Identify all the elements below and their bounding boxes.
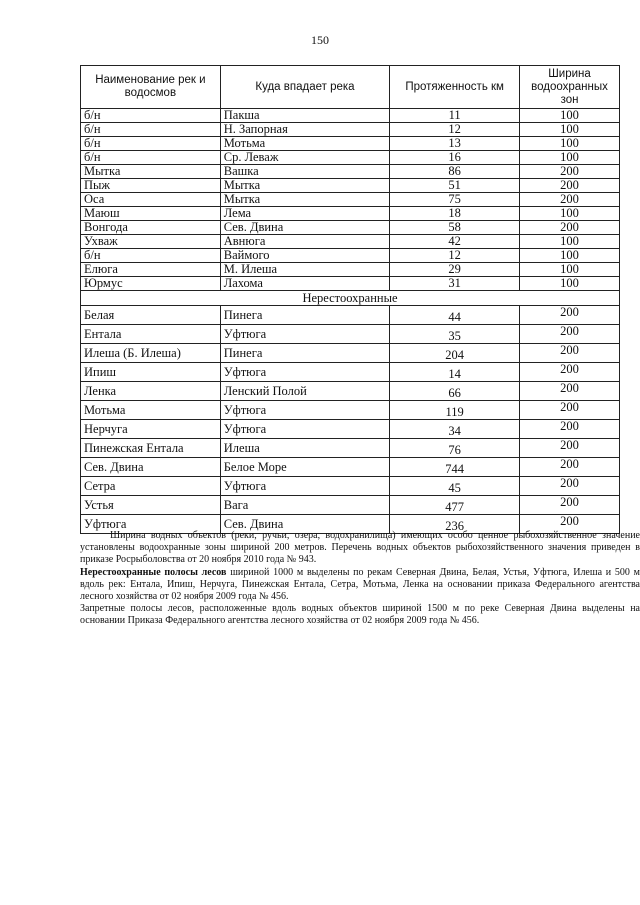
header-flows-into: Куда впадает река bbox=[220, 66, 389, 109]
cell-river-name: Мотьма bbox=[81, 401, 221, 420]
notes bbox=[80, 530, 640, 628]
cell-zone-width: 200 bbox=[520, 458, 620, 477]
cell-length: 204 bbox=[390, 344, 520, 363]
cell-flows-into: Пакша bbox=[220, 109, 389, 123]
cell-flows-into: Вага bbox=[220, 496, 389, 515]
table-row bbox=[81, 439, 620, 458]
header-river-name: Наименование рек и водосмов bbox=[81, 66, 221, 109]
cell-river-name: Маюш bbox=[81, 207, 221, 221]
table-body bbox=[81, 109, 620, 291]
cell-zone-width: 200 bbox=[520, 401, 620, 420]
cell-zone-width: 200 bbox=[520, 363, 620, 382]
note-paragraph-2 bbox=[80, 567, 640, 604]
table-row bbox=[81, 207, 620, 221]
table-row bbox=[81, 458, 620, 477]
cell-zone-width: 100 bbox=[520, 137, 620, 151]
table-row bbox=[81, 193, 620, 207]
cell-length: 66 bbox=[390, 382, 520, 401]
cell-zone-width: 200 bbox=[520, 179, 620, 193]
cell-zone-width: 200 bbox=[520, 306, 620, 325]
header-zone-width: Ширина водоохранных зон bbox=[520, 66, 620, 109]
cell-flows-into: Ср. Леваж bbox=[220, 151, 389, 165]
cell-flows-into: Мотьма bbox=[220, 137, 389, 151]
cell-length: 14 bbox=[390, 363, 520, 382]
cell-length: 31 bbox=[390, 277, 520, 291]
cell-zone-width: 200 bbox=[520, 420, 620, 439]
table-row bbox=[81, 235, 620, 249]
table-row bbox=[81, 363, 620, 382]
cell-length: 35 bbox=[390, 325, 520, 344]
cell-length: 76 bbox=[390, 439, 520, 458]
note-bold-term: Нерестоохранные полосы лесов bbox=[80, 566, 227, 578]
cell-zone-width: 200 bbox=[520, 515, 620, 534]
cell-flows-into: Уфтюга bbox=[220, 401, 389, 420]
cell-river-name: Сетра bbox=[81, 477, 221, 496]
cell-flows-into: Уфтюга bbox=[220, 420, 389, 439]
cell-river-name: Белая bbox=[81, 306, 221, 325]
cell-flows-into: Белое Море bbox=[220, 458, 389, 477]
cell-length: 51 bbox=[390, 179, 520, 193]
cell-length: 58 bbox=[390, 221, 520, 235]
cell-zone-width: 100 bbox=[520, 109, 620, 123]
cell-zone-width: 200 bbox=[520, 325, 620, 344]
cell-flows-into: Уфтюга bbox=[220, 477, 389, 496]
cell-river-name: Вонгода bbox=[81, 221, 221, 235]
cell-length: 12 bbox=[390, 123, 520, 137]
cell-flows-into: Илеша bbox=[220, 439, 389, 458]
table-header-row bbox=[81, 66, 620, 109]
cell-length: 744 bbox=[390, 458, 520, 477]
cell-length: 42 bbox=[390, 235, 520, 249]
cell-river-name: Сев. Двина bbox=[81, 458, 221, 477]
cell-zone-width: 200 bbox=[520, 221, 620, 235]
note-paragraph-2-text: шириной 1000 м выделены по рекам Северная Двина, Белая, Устья, Уфтюга, Илеша и 500 м вдоль рек: Ентала, Ипиш, Нерчуга, Пинежская Ентала, Сетра, Мотьма, Ленка на основании приказа Федерального агентства лесного хозяйства от 02 ноября 2009 года № 456. bbox=[80, 566, 640, 603]
cell-zone-width: 100 bbox=[520, 249, 620, 263]
cell-length: 45 bbox=[390, 477, 520, 496]
cell-flows-into: Авнюга bbox=[220, 235, 389, 249]
cell-river-name: Нерчуга bbox=[81, 420, 221, 439]
table-row bbox=[81, 109, 620, 123]
cell-zone-width: 100 bbox=[520, 263, 620, 277]
cell-river-name: б/н bbox=[81, 137, 221, 151]
cell-length: 34 bbox=[390, 420, 520, 439]
cell-flows-into: Сев. Двина bbox=[220, 221, 389, 235]
table-row bbox=[81, 477, 620, 496]
cell-river-name: Ентала bbox=[81, 325, 221, 344]
cell-river-name: Мытка bbox=[81, 165, 221, 179]
cell-river-name: Ленка bbox=[81, 382, 221, 401]
cell-flows-into: Ленский Полой bbox=[220, 382, 389, 401]
cell-zone-width: 100 bbox=[520, 123, 620, 137]
cell-river-name: б/н bbox=[81, 151, 221, 165]
cell-flows-into: Сев. Двина bbox=[220, 515, 389, 534]
table-row bbox=[81, 249, 620, 263]
cell-flows-into: М. Илеша bbox=[220, 263, 389, 277]
cell-river-name: Пинежская Ентала bbox=[81, 439, 221, 458]
cell-river-name: Елюга bbox=[81, 263, 221, 277]
cell-length: 12 bbox=[390, 249, 520, 263]
cell-length: 477 bbox=[390, 496, 520, 515]
cell-flows-into: Уфтюга bbox=[220, 363, 389, 382]
cell-river-name: Илеша (Б. Илеша) bbox=[81, 344, 221, 363]
table-row bbox=[81, 306, 620, 325]
cell-zone-width: 200 bbox=[520, 344, 620, 363]
cell-length: 11 bbox=[390, 109, 520, 123]
cell-zone-width: 200 bbox=[520, 382, 620, 401]
table-row bbox=[81, 420, 620, 439]
cell-river-name: б/н bbox=[81, 123, 221, 137]
table-row bbox=[81, 165, 620, 179]
table-row bbox=[81, 137, 620, 151]
table-row bbox=[81, 221, 620, 235]
cell-length: 86 bbox=[390, 165, 520, 179]
table-row bbox=[81, 151, 620, 165]
cell-zone-width: 100 bbox=[520, 277, 620, 291]
note-paragraph-1: Ширина водных объектов (реки, ручьи, озера, водохранилища) имеющих особо ценное рыбохозяйственное значение установлены водоохранные зоны шириной 200 метров. Перечень водных объектов рыбохозяйственного значения приведен в приказе Росрыболовства от 20 ноября 2010 года № 943. bbox=[80, 530, 640, 566]
table-row bbox=[81, 382, 620, 401]
cell-flows-into: Уфтюга bbox=[220, 325, 389, 344]
note-paragraph-3: Запретные полосы лесов, расположенные вдоль водных объектов шириной 1500 м по реке Северная Двина выделены на основании Приказа Федерального агентства лесного хозяйства от 02 ноября 2009 года № 456. bbox=[80, 603, 640, 627]
cell-river-name: Юрмус bbox=[81, 277, 221, 291]
cell-river-name: Ипиш bbox=[81, 363, 221, 382]
cell-zone-width: 200 bbox=[520, 439, 620, 458]
cell-river-name: б/н bbox=[81, 249, 221, 263]
cell-length: 29 bbox=[390, 263, 520, 277]
cell-length: 18 bbox=[390, 207, 520, 221]
cell-river-name: Пыж bbox=[81, 179, 221, 193]
cell-flows-into: Мытка bbox=[220, 193, 389, 207]
cell-zone-width: 100 bbox=[520, 235, 620, 249]
cell-river-name: Уфтюга bbox=[81, 515, 221, 534]
table-row bbox=[81, 179, 620, 193]
cell-length: 13 bbox=[390, 137, 520, 151]
cell-length: 75 bbox=[390, 193, 520, 207]
cell-river-name: Оса bbox=[81, 193, 221, 207]
table-row bbox=[81, 401, 620, 420]
table-row bbox=[81, 344, 620, 363]
cell-flows-into: Пинега bbox=[220, 306, 389, 325]
page-number: 150 bbox=[311, 33, 329, 47]
cell-zone-width: 100 bbox=[520, 151, 620, 165]
header-length: Протяженность км bbox=[390, 66, 520, 109]
section-title-row bbox=[81, 291, 620, 306]
cell-zone-width: 200 bbox=[520, 477, 620, 496]
cell-flows-into: Лема bbox=[220, 207, 389, 221]
cell-zone-width: 200 bbox=[520, 496, 620, 515]
cell-river-name: б/н bbox=[81, 109, 221, 123]
table-row bbox=[81, 263, 620, 277]
cell-flows-into: Вашка bbox=[220, 165, 389, 179]
cell-flows-into: Пинега bbox=[220, 344, 389, 363]
cell-river-name: Устья bbox=[81, 496, 221, 515]
cell-flows-into: Мытка bbox=[220, 179, 389, 193]
cell-zone-width: 200 bbox=[520, 193, 620, 207]
spawning-section-body bbox=[81, 291, 620, 534]
cell-length: 44 bbox=[390, 306, 520, 325]
table-row bbox=[81, 277, 620, 291]
rivers-table bbox=[80, 65, 620, 534]
cell-flows-into: Н. Запорная bbox=[220, 123, 389, 137]
cell-length: 236 bbox=[390, 515, 520, 534]
table-row bbox=[81, 325, 620, 344]
cell-zone-width: 100 bbox=[520, 207, 620, 221]
cell-flows-into: Ваймого bbox=[220, 249, 389, 263]
cell-flows-into: Лахома bbox=[220, 277, 389, 291]
table-row bbox=[81, 496, 620, 515]
cell-river-name: Ухваж bbox=[81, 235, 221, 249]
cell-length: 16 bbox=[390, 151, 520, 165]
cell-length: 119 bbox=[390, 401, 520, 420]
table-row bbox=[81, 123, 620, 137]
section-title: Нерестоохранные bbox=[81, 291, 620, 306]
cell-zone-width: 200 bbox=[520, 165, 620, 179]
